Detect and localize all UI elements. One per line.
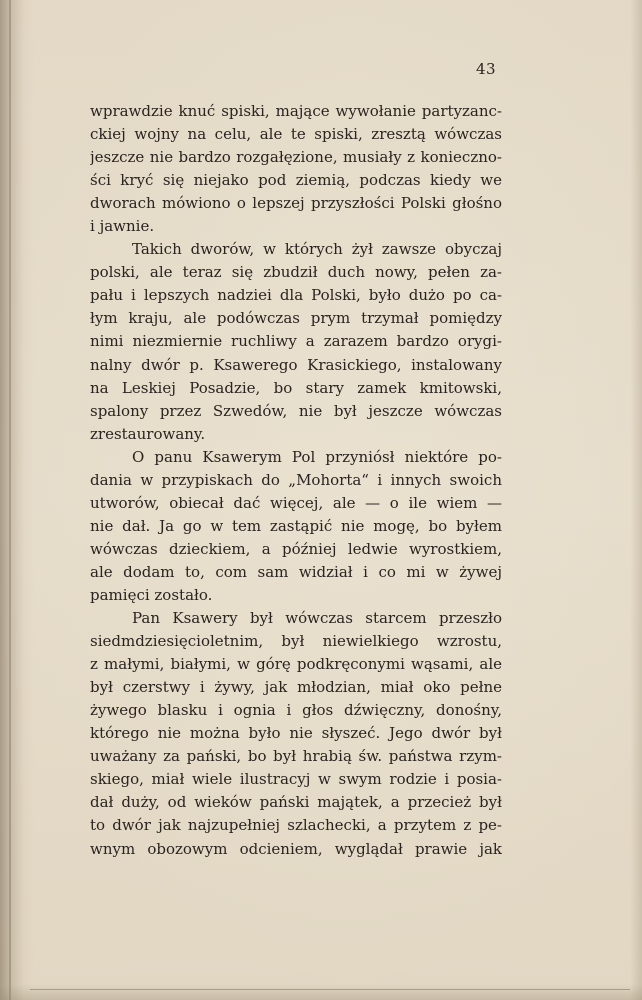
text-line: O panu Ksawerym Pol przyniósł niektóre po- bbox=[132, 447, 502, 466]
spine-shadow bbox=[0, 0, 34, 1000]
text-line: z małymi, białymi, w górę podkręconymi wąsami, ale bbox=[90, 655, 502, 674]
text-line: i jawnie. bbox=[90, 217, 155, 236]
text-line: to dwór jak najzupełniej szlachecki, a przytem z pe- bbox=[90, 816, 502, 835]
text-line: był czerstwy i żywy, jak młodzian, miał oko pełne bbox=[90, 678, 502, 697]
text-line: ckiej wojny na celu, ale te spiski, zresztą wówczas bbox=[90, 125, 502, 144]
text-line: utworów, obiecał dać więcej, ale — o ile wiem — bbox=[90, 493, 502, 512]
text-line: spalony przez Szwedów, nie był jeszcze wówczas bbox=[90, 401, 502, 420]
text-line: Pan Ksawery był wówczas starcem przeszło bbox=[132, 609, 502, 628]
text-line: dania w przypiskach do „Mohorta“ i innych swoich bbox=[90, 470, 502, 489]
bottom-rule bbox=[30, 989, 630, 990]
text-line: wówczas dzieckiem, a później ledwie wyrostkiem, bbox=[90, 539, 502, 558]
text-line: dał duży, od wieków pański majątek, a przecież był bbox=[90, 793, 502, 812]
page-edge-bottom bbox=[0, 984, 642, 1000]
text-line: na Leskiej Posadzie, bo stary zamek kmitowski, bbox=[90, 378, 502, 397]
text-line: uważany za pański, bo był hrabią św. państwa rzym- bbox=[90, 747, 502, 766]
body-text bbox=[90, 100, 502, 861]
text-line: ści kryć się niejako pod ziemią, podczas kiedy we bbox=[90, 171, 502, 190]
text-line: łym kraju, ale podówczas prym trzymał pomiędzy bbox=[90, 309, 502, 328]
text-line: Takich dworów, w których żył zawsze obyczaj bbox=[132, 240, 502, 259]
page-number: 43 bbox=[476, 60, 497, 78]
text-line: pału i lepszych nadziei dla Polski, było dużo po ca- bbox=[90, 286, 502, 305]
text-line: nimi niezmiernie ruchliwy a zarazem bardzo orygi- bbox=[90, 332, 502, 351]
text-line: wprawdzie knuć spiski, mające wywołanie partyzanc- bbox=[90, 102, 502, 120]
text-line: wnym obozowym odcieniem, wyglądał prawie jak bbox=[90, 839, 502, 858]
text-line: nie dał. Ja go w tem zastąpić nie mogę, bo byłem bbox=[90, 516, 502, 535]
text-line: ale dodam to, com sam widział i co mi w żywej bbox=[90, 562, 502, 581]
text-line: pamięci zostało. bbox=[90, 585, 213, 604]
spine-crease bbox=[9, 0, 11, 1000]
text-line: jeszcze nie bardzo rozgałęzione, musiały z konieczno- bbox=[90, 148, 502, 167]
text-line: nalny dwór p. Ksawerego Krasickiego, instalowany bbox=[90, 355, 502, 374]
text-line: polski, ale teraz się zbudził duch nowy, pełen za- bbox=[90, 263, 502, 282]
text-line: którego nie można było nie słyszeć. Jego dwór był bbox=[90, 724, 502, 743]
text-line: żywego blasku i ognia i głos dźwięczny, donośny, bbox=[90, 701, 502, 720]
text-line: dworach mówiono o lepszej przyszłości Polski głośno bbox=[90, 194, 502, 213]
text-line: skiego, miał wiele ilustracyj w swym rodzie i posia- bbox=[90, 770, 502, 789]
page-edge-right bbox=[630, 0, 642, 1000]
text-line: siedmdziesięcioletnim, był niewielkiego wzrostu, bbox=[90, 632, 502, 651]
text-line: zrestaurowany. bbox=[90, 424, 206, 443]
